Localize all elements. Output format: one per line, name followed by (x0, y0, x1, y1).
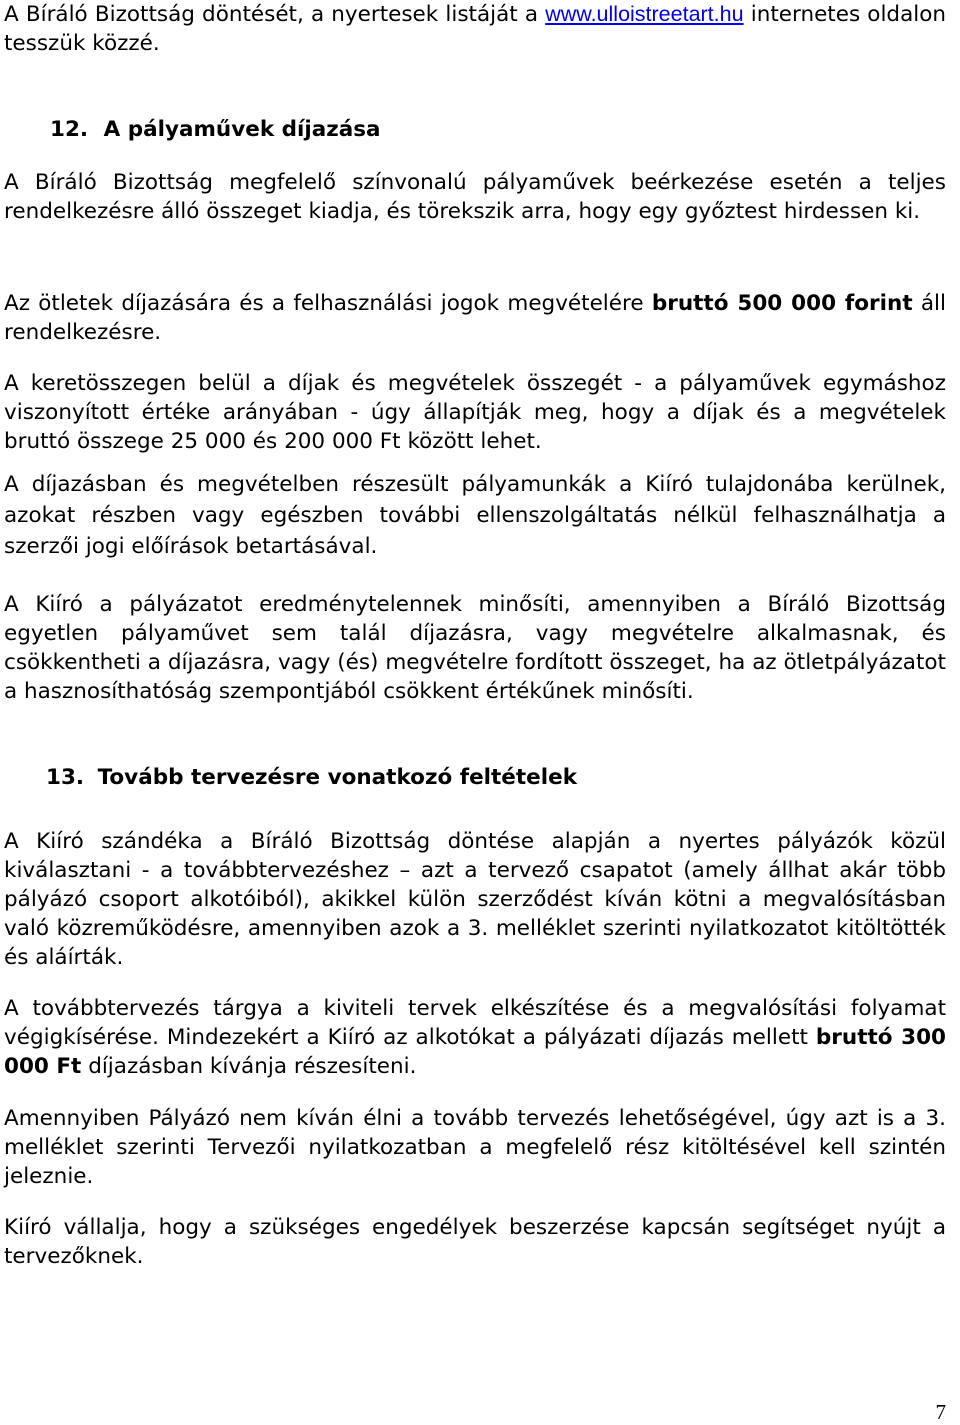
section-13-paragraph-4: Kiíró vállalja, hogy a szükséges engedélyek beszerzése kapcsán segítséget nyújt a tervezőknek. (4, 1215, 946, 1269)
section-13-paragraph-1: A Kiíró szándéka a Bíráló Bizottság döntése alapján a nyertes pályázók közül kiválasztani - a továbbtervezéshez – azt a tervező csapatot (amely állhat akár több pályázó csoport alkotóiból), akikkel külön szerződést kíván kötni a megvalósításban való közreműködésre, amennyiben azok a 3. melléklet szerinti nyilatkozatot kitöltötték és aláírták. (4, 829, 946, 970)
section-13-title: Tovább tervezésre vonatkozó feltételek (97, 765, 577, 790)
further-design-text-end: díjazásban kívánja részesíteni. (88, 1054, 417, 1079)
section-12-paragraph-1: A Bíráló Bizottság megfelelő színvonalú pályaművek beérkezése esetén a teljes rendelkezésre álló összeget kiadja, és törekszik arra, hogy egy győztest hirdessen ki. (4, 170, 946, 224)
page-number: 7 (935, 1400, 946, 1424)
section-12-paragraph-2 (4, 289, 946, 347)
section-12-paragraph-5: A Kiíró a pályázatot eredménytelennek minősíti, amennyiben a Bíráló Bizottság egyetlen pályaművet sem talál díjazásra, vagy megvételre alkalmasnak, és csökkentheti a díjazásra, vagy (és) megvételre fordított összeget, ha az ötletpályázatot a hasznosíthatóság szempontjából csökkent értékűnek minősíti. (4, 592, 946, 704)
section-12-paragraph-4: A díjazásban és megvételben részesült pályamunkák a Kiíró tulajdonába kerülnek, azokat részben vagy egészben további ellenszolgáltatás nélkül felhasználhatja a szerzői jogi előírások betartásával. (4, 472, 946, 559)
prize-amount: bruttó 500 000 forint (651, 291, 913, 316)
section-13-heading (46, 763, 577, 792)
section-13-paragraph-3: Amennyiben Pályázó nem kíván élni a tovább tervezés lehetőségével, úgy azt is a 3. melléklet szerinti Tervezői nyilatkozatban a megfelelő rész kitöltésével kell szintén jeleznie. (4, 1106, 946, 1189)
website-link[interactable]: www.ulloistreetart.hu (545, 2, 744, 26)
intro-paragraph (4, 0, 946, 58)
section-12-title: A pályaművek díjazása (103, 117, 381, 142)
further-design-amount: bruttó 300 000 Ft (4, 1025, 946, 1079)
section-12-number: 12. (50, 117, 89, 142)
intro-text-end: internetes oldalon tesszük közzé. (4, 2, 946, 56)
section-12-paragraph-3: A keretösszegen belül a díjak és megvételek összegét - a pályaművek egymáshoz viszonyított értéke arányában - úgy állapítják meg, hogy a díjak és a megvételek bruttó összege 25 000 és 200 000 Ft között lehet. (4, 371, 946, 454)
prize-text-end: áll rendelkezésre. (4, 291, 946, 345)
section-13-number: 13. (46, 765, 85, 790)
intro-text: A Bíráló Bizottság döntését, a nyertesek listáját a (4, 2, 539, 27)
further-design-text: A továbbtervezés tárgya a kiviteli tervek elkészítése és a megvalósítási folyamat végigkísérése. Mindezekért a Kiíró az alkotókat a pályázati díjazás mellett (4, 996, 946, 1050)
prize-text: Az ötletek díjazására és a felhasználási jogok megvételére (4, 291, 644, 316)
section-13-paragraph-2 (4, 994, 946, 1081)
section-12-heading (50, 115, 381, 144)
